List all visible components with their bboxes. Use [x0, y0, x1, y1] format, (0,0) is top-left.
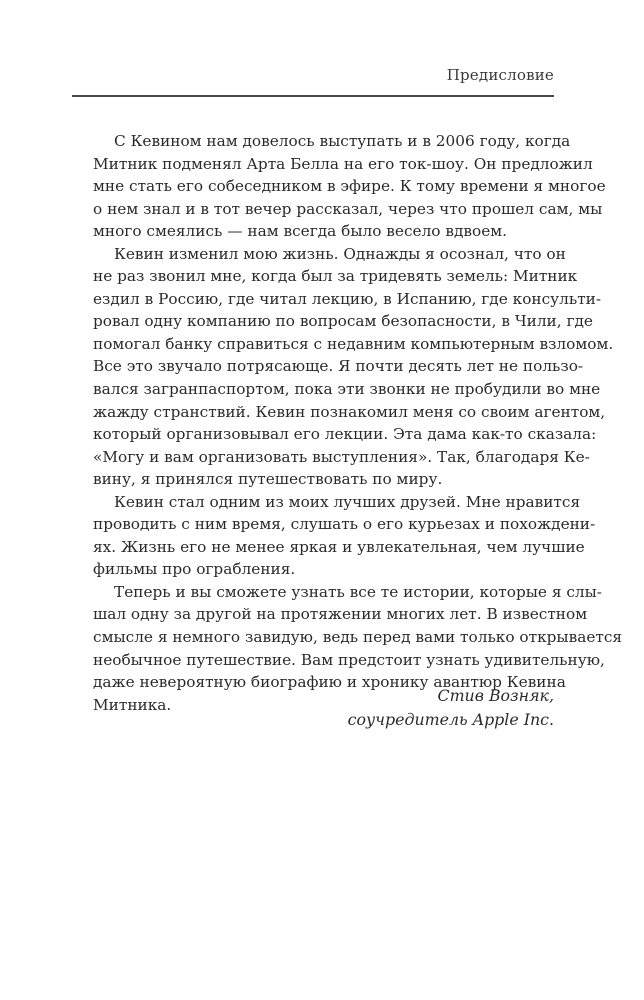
text-line: вину, я принялся путешествовать по миру.: [93, 470, 443, 489]
signature-title: соучредитель Apple Inc.: [347, 710, 554, 729]
paragraph: [72, 491, 596, 581]
text-line: не раз звонил мне, когда был за тридевять земель: Митник: [93, 267, 578, 286]
text-line: Все это звучало потрясающе. Я почти десять лет не пользо-: [93, 357, 584, 376]
text-line: Теперь и вы сможете узнать все те истории, которые я слы-: [114, 582, 602, 601]
text-line: много смеялись — нам всегда было весело вдвоем.: [93, 222, 508, 241]
text-line: Кевин стал одним из моих лучших друзей. Мне нравится: [114, 492, 581, 511]
paragraph: [72, 243, 614, 491]
text-line: проводить с ним время, слушать о его курьезах и похождени-: [93, 515, 596, 534]
text-line: ях. Жизнь его не менее яркая и увлекательная, чем лучшие: [93, 537, 585, 556]
text-line: шал одну за другой на протяжении многих лет. В известном: [93, 605, 588, 624]
text-line: мне стать его собеседником в эфире. К тому времени я многое: [93, 177, 606, 196]
text-line: о нем знал и в тот вечер рассказал, через что прошел сам, мы: [93, 199, 603, 218]
text-line: Митник подменял Арта Белла на его ток-шоу. Он предложил: [93, 154, 593, 173]
text-line: С Кевином нам довелось выступать и в 2006 году, когда: [114, 132, 571, 150]
text-line: смысле я немного завидую, ведь перед вами только открывается: [93, 628, 623, 647]
text-line: даже невероятную биографию и хронику авантюр Кевина: [93, 673, 566, 692]
body-text: [72, 130, 623, 716]
text-line: ровал одну компанию по вопросам безопасности, в Чили, где: [93, 312, 593, 331]
text-line: жажду странствий. Кевин познакомил меня со своим агентом,: [93, 402, 606, 421]
text-line: помогал банку справиться с недавним компьютерным взломом.: [93, 334, 614, 353]
signature-block: [72, 684, 554, 732]
paragraph: [72, 130, 606, 243]
header-rule: [72, 95, 554, 97]
text-line: ездил в Россию, где читал лекцию, в Испанию, где консульти-: [93, 289, 602, 308]
text-line: «Могу и вам организовать выступления». Так, благодаря Ке-: [93, 447, 590, 466]
text-line: фильмы про ограбления.: [93, 560, 296, 579]
text-line: который организовывал его лекции. Эта дама как-то сказала:: [93, 425, 597, 444]
running-header-title: Предисловие: [446, 66, 554, 84]
text-line: Митника.: [93, 695, 172, 714]
text-line: необычное путешествие. Вам предстоит узнать удивительную,: [93, 650, 605, 669]
text-line: вался загранпаспортом, пока эти звонки не пробудили во мне: [93, 380, 601, 399]
signature-name: Стив Возняк,: [437, 686, 554, 705]
text-line: Кевин изменил мою жизнь. Однажды я осознал, что он: [114, 244, 566, 263]
